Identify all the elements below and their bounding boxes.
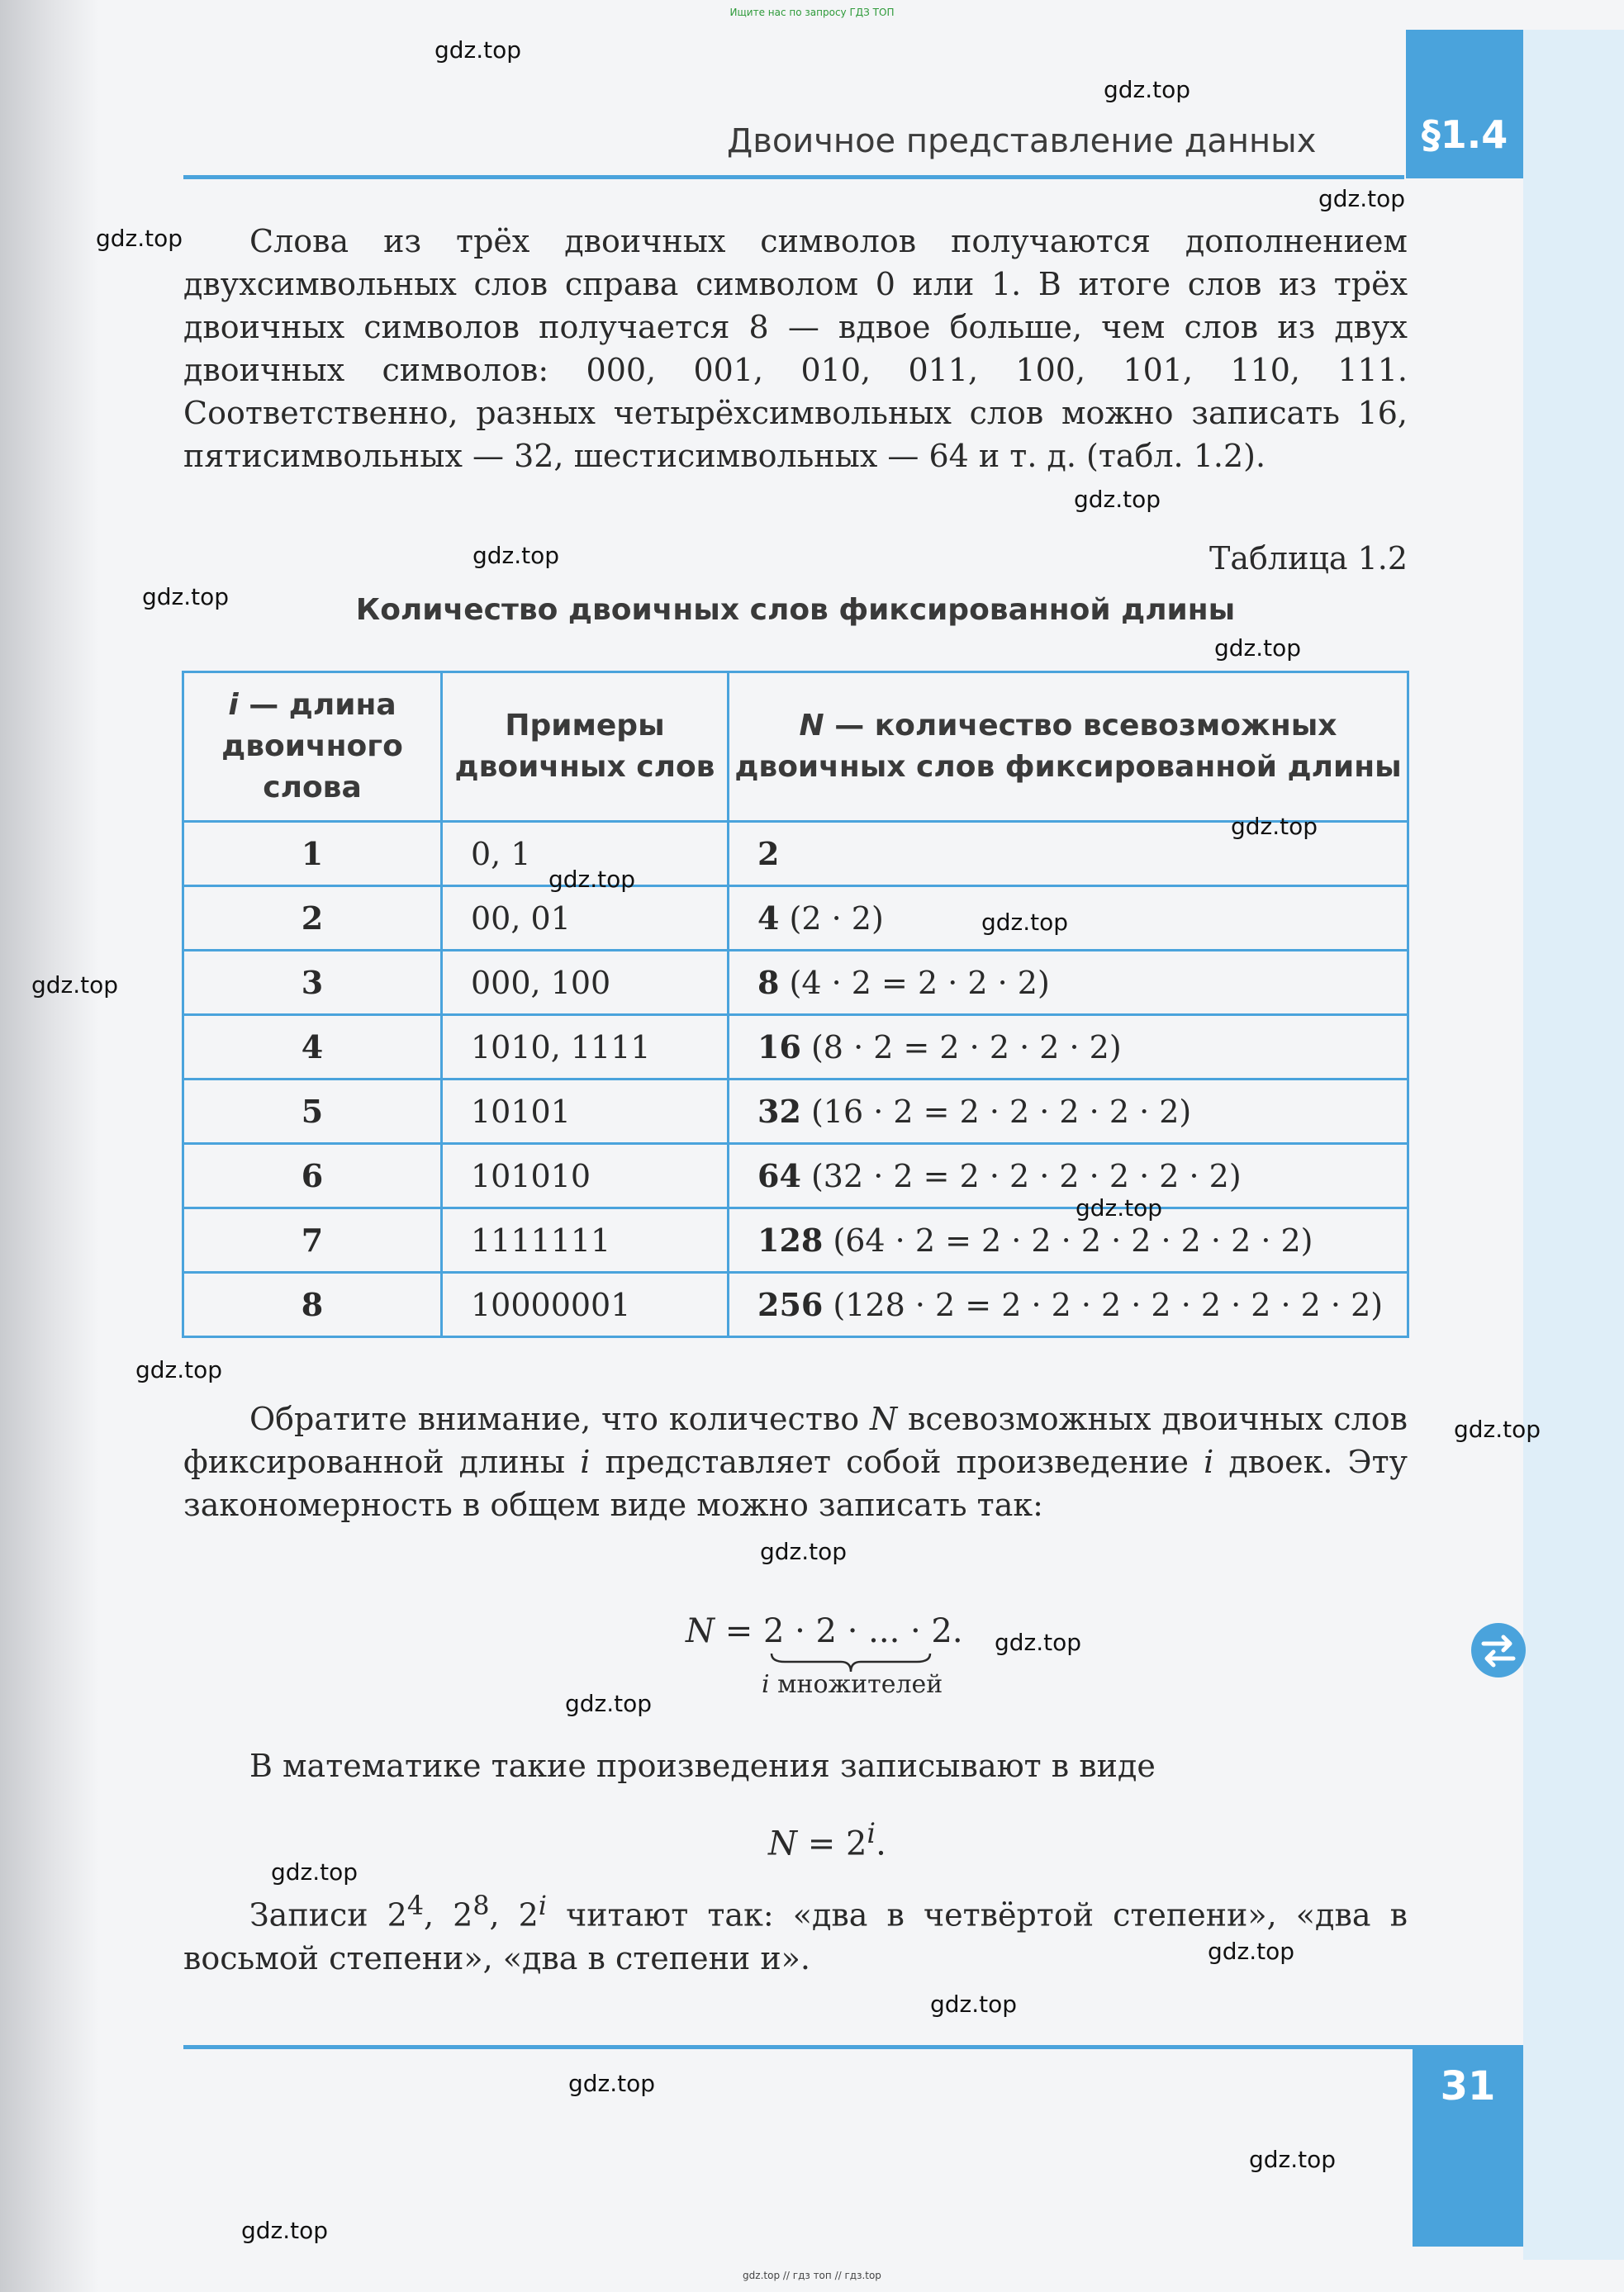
watermark: gdz.top — [565, 1690, 653, 1717]
table-label: Таблица 1.2 — [1209, 540, 1408, 577]
cell-examples: 1010, 1111 — [442, 1015, 729, 1080]
watermark: gdz.top — [241, 2217, 329, 2244]
watermark: gdz.top — [760, 1538, 848, 1565]
cell-length: 8 — [183, 1273, 442, 1337]
cell-length: 7 — [183, 1208, 442, 1273]
section-tab — [1406, 30, 1523, 178]
watermark: gdz.top — [1074, 486, 1161, 513]
cell-count: 16 (8 · 2 = 2 · 2 · 2 · 2) — [729, 1015, 1408, 1080]
margin-strip — [1523, 30, 1624, 2260]
cell-examples: 000, 100 — [442, 951, 729, 1015]
table-row — [183, 1208, 1408, 1273]
watermark: gdz.top — [568, 2070, 656, 2097]
header-examples: Примеры двоичных слов — [442, 672, 729, 822]
watermark: gdz.top — [1318, 185, 1406, 212]
binary-words-table — [182, 671, 1409, 1338]
cell-examples: 101010 — [442, 1144, 729, 1208]
watermark: gdz.top — [1076, 1194, 1163, 1222]
cell-examples: 00, 01 — [442, 886, 729, 951]
product-formula: N = 2 · 2 · ... · 2. — [686, 1612, 963, 1650]
paragraph-intro: Слова из трёх двоичных символов получаются дополнением двухсимвольных слов справа символом 0 или 1. В итоге слов из трёх двоичных символов получается 8 — вдвое больше, чем слов из двух двоичных символов: 000, 001, 010, 011, 100, 101, 110, 111. Соответственно, разных четырёхсимвольных слов можно записать 16, пятисимвольных — 32, шестисимвольных — 64 и т. д. (табл. 1.2). — [183, 223, 1408, 474]
watermark: gdz.top — [981, 909, 1069, 936]
paragraph-reading: Записи $2^4$, $2^8$, 2$^i$ читают так: «два в четвёртой степени», «два в восьмой степени», «два в степени и». — [183, 1891, 1408, 1976]
cell-examples: 10000001 — [442, 1273, 729, 1337]
cell-length: 2 — [183, 886, 442, 951]
watermark: gdz.top — [31, 971, 119, 999]
page-binding-shadow — [0, 0, 99, 2292]
cell-length: 3 — [183, 951, 442, 1015]
cell-count: 64 (32 · 2 = 2 · 2 · 2 · 2 · 2 · 2) — [729, 1144, 1408, 1208]
running-header-title: Двоичное представление данных — [727, 122, 1317, 160]
watermark: gdz.top — [1208, 1938, 1295, 1965]
cell-length: 1 — [183, 822, 442, 886]
power-formula: $N = 2^i$. — [768, 1817, 886, 1863]
watermark: gdz.top — [135, 1356, 223, 1383]
paragraph-observation: Обратите внимание, что количество N всевозможных двоичных слов фиксированной длины i представляет собой произведение i двоек. Эту закономерность в общем виде можно записать так: — [183, 1401, 1408, 1523]
section-number: §1.4 — [1421, 112, 1508, 157]
cell-examples: 0, 1 — [442, 822, 729, 886]
watermark: gdz.top — [434, 36, 522, 64]
table-row — [183, 1080, 1408, 1144]
page-number-tab — [1413, 2045, 1523, 2247]
table-row — [183, 1015, 1408, 1080]
table-header-row — [183, 672, 1408, 822]
watermark: gdz.top — [271, 1858, 359, 1886]
watermark: gdz.top — [1214, 634, 1302, 662]
cell-examples: 1111111 — [442, 1208, 729, 1273]
watermark: gdz.top — [995, 1629, 1082, 1656]
cell-count: 2 — [729, 822, 1408, 886]
footer-rule — [183, 2045, 1413, 2049]
watermark: gdz.top — [930, 1991, 1018, 2018]
header-length: i — длина двоичного слова — [183, 672, 442, 822]
cell-length: 5 — [183, 1080, 442, 1144]
watermark: gdz.top — [96, 225, 183, 252]
cell-count: 8 (4 · 2 = 2 · 2 · 2) — [729, 951, 1408, 1015]
bottom-notice: gdz.top // гдз топ // гдз.top — [743, 2270, 881, 2281]
table-row — [183, 822, 1408, 886]
watermark: gdz.top — [1231, 813, 1318, 840]
header-rule — [183, 175, 1404, 179]
cell-length: 4 — [183, 1015, 442, 1080]
table-row — [183, 886, 1408, 951]
watermark: gdz.top — [548, 866, 636, 893]
paragraph-power-notation: В математике такие произведения записывают в виде — [249, 1748, 1156, 1784]
cell-count: 4 (2 · 2) — [729, 886, 1408, 951]
page-number: 31 — [1440, 2063, 1496, 2109]
cell-length: 6 — [183, 1144, 442, 1208]
watermark: gdz.top — [1104, 76, 1191, 103]
table-title: Количество двоичных слов фиксированной длины — [355, 593, 1236, 627]
table-row — [183, 1144, 1408, 1208]
swap-arrows-icon — [1470, 1622, 1527, 1678]
cell-count: 32 (16 · 2 = 2 · 2 · 2 · 2 · 2) — [729, 1080, 1408, 1144]
cell-count: 128 (64 · 2 = 2 · 2 · 2 · 2 · 2 · 2 · 2) — [729, 1208, 1408, 1273]
cell-count: 256 (128 · 2 = 2 · 2 · 2 · 2 · 2 · 2 · 2 · 2) — [729, 1273, 1408, 1337]
top-notice: Ищите нас по запросу ГДЗ ТОП — [729, 7, 895, 18]
table-row — [183, 951, 1408, 1015]
underbrace-caption: i множителей — [762, 1670, 943, 1699]
table-row — [183, 1273, 1408, 1337]
watermark: gdz.top — [1249, 2146, 1337, 2173]
cell-examples: 10101 — [442, 1080, 729, 1144]
header-count: N — количество всевозможных двоичных слов фиксированной длины — [729, 672, 1408, 822]
watermark: gdz.top — [142, 583, 230, 610]
watermark: gdz.top — [1454, 1416, 1541, 1443]
watermark: gdz.top — [472, 542, 560, 569]
